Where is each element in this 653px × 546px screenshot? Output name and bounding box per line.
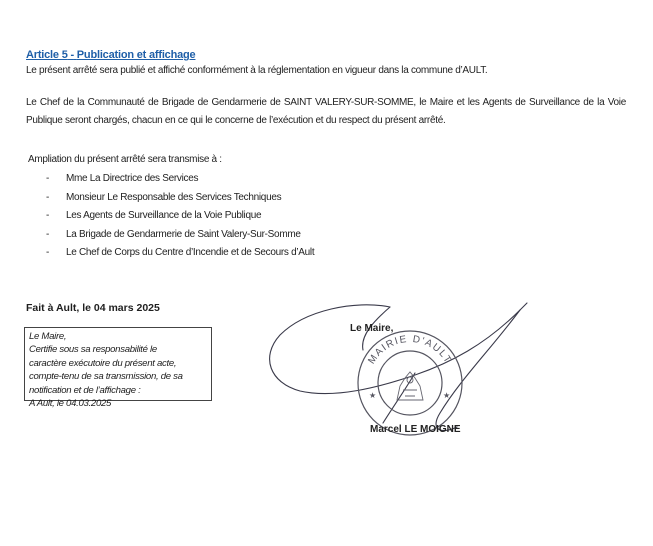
list-bullet: -	[46, 210, 50, 222]
certification-text	[29, 330, 183, 410]
article-title: Publication et affichage	[76, 49, 196, 61]
recipient-item	[46, 170, 314, 189]
recipient-item	[46, 226, 314, 245]
recipient-text: Mme La Directrice des Services	[66, 173, 199, 184]
article-heading	[26, 49, 195, 61]
recipient-item	[46, 244, 314, 263]
publication-paragraph: Le présent arrêté sera publié et affiché conformément à la réglementation en vigueur dans la commune d’AULT.	[26, 65, 488, 76]
ampliation-paragraph: Ampliation du présent arrêté sera transmise à :	[28, 154, 222, 165]
recipient-text: Les Agents de Surveillance de la Voie Publique	[66, 210, 262, 222]
list-bullet: -	[46, 191, 50, 203]
svg-text:★: ★	[369, 391, 377, 400]
mayor-title: Le Maire,	[350, 323, 394, 334]
certification-line: Certifie sous sa responsabilité le	[29, 344, 157, 356]
recipient-item	[46, 189, 314, 208]
seal-text: MAIRIE D'AULT	[366, 333, 454, 367]
certification-line: compte-tenu de sa transmission, de sa	[29, 371, 183, 383]
svg-text:MAIRIE D'AULT	[366, 334, 453, 366]
svg-text:★: ★	[443, 391, 451, 400]
recipient-text: Monsieur Le Responsable des Services Techniques	[66, 191, 282, 203]
article-separator: -	[70, 49, 74, 61]
list-bullet: -	[46, 247, 50, 259]
recipient-text: La Brigade de Gendarmerie de Saint Valery-Sur-Somme	[66, 228, 301, 240]
execution-paragraph: Le Chef de la Communauté de Brigade de Gendarmerie de SAINT VALERY-SUR-SOMME, le Maire et les Agents de Surveillance de la Voie Publique seront chargés, chacun en ce qui le concerne de l’exécution et du respect du présent arrêté.	[26, 97, 626, 126]
recipient-text: Le Chef de Corps du Centre d’Incendie et de Secours d’Ault	[66, 247, 315, 259]
list-bullet: -	[46, 228, 50, 240]
list-bullet: -	[46, 173, 50, 184]
certification-line: notification et de l’affichage :	[29, 384, 141, 396]
mayor-name: Marcel LE MOIGNE	[370, 424, 461, 435]
recipient-list	[46, 170, 314, 263]
mairie-seal	[355, 328, 465, 438]
certification-line: A Ault, le 04.03.2025	[29, 398, 112, 410]
certification-line: Le Maire,	[29, 331, 67, 342]
recipient-item	[46, 207, 314, 226]
certification-line: caractère exécutoire du présent acte,	[29, 357, 177, 369]
place-date: Fait à Ault, le 04 mars 2025	[26, 302, 160, 314]
article-label: Article 5	[26, 49, 68, 61]
